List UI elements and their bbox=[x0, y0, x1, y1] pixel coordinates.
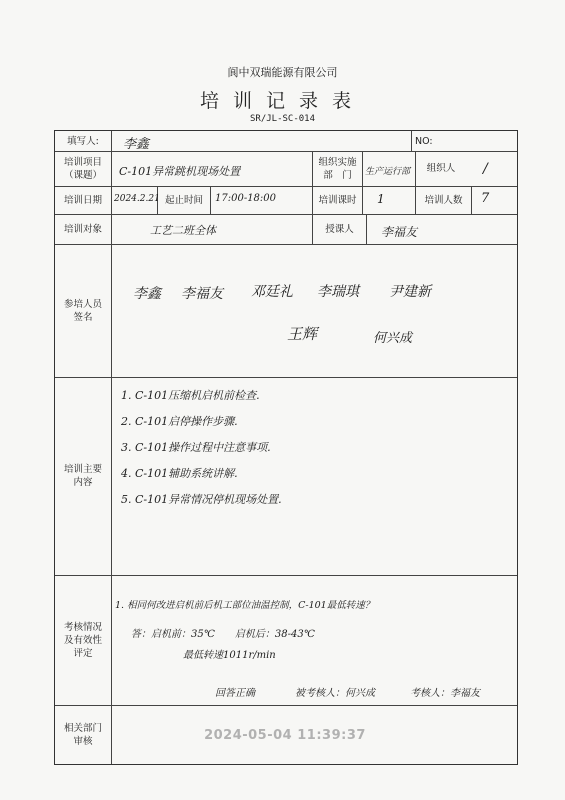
dept-review-label: 相关部门 审核 bbox=[63, 722, 102, 747]
org-dept-value: 生产运行部 bbox=[365, 167, 411, 177]
content-item: 5. C-101异常情况停机现场处置. bbox=[121, 493, 282, 506]
start-time-label: 起止时间 bbox=[164, 194, 203, 206]
participant-signature: 邓廷礼 bbox=[251, 284, 293, 300]
participant-signature: 何兴成 bbox=[373, 331, 413, 346]
column-divider bbox=[362, 151, 363, 214]
lecturer-value: 李福友 bbox=[381, 225, 418, 239]
no-label: NO: bbox=[415, 135, 433, 147]
assessment-question: 1. 相同何改进启机前后机工部位油温控制，C-101最低转速？ bbox=[115, 600, 375, 611]
examiner-signature: 考核人：李福友 bbox=[410, 688, 480, 699]
content-label: 培训主要 内容 bbox=[63, 464, 102, 488]
start-time-value: 17:00-18:00 bbox=[215, 193, 277, 204]
column-divider bbox=[366, 214, 367, 244]
row-divider bbox=[55, 214, 517, 215]
hours-label: 培训课时 bbox=[318, 194, 357, 206]
row-divider bbox=[55, 377, 517, 378]
content-item: 2. C-101启停操作步骤. bbox=[121, 415, 238, 428]
column-divider bbox=[471, 186, 472, 214]
organizer-label: 组织人 bbox=[426, 163, 456, 174]
company-name: 阆中双瑞能源有限公司 bbox=[227, 66, 338, 79]
org-dept-label: 组织实施 部 门 bbox=[318, 156, 357, 181]
assessment-label: 考核情况 及有效性 评定 bbox=[63, 621, 102, 659]
count-value: 7 bbox=[481, 191, 490, 206]
form-code: SR/JL-SC-014 bbox=[249, 114, 316, 124]
participant-signature: 李鑫 bbox=[133, 286, 161, 302]
count-label: 培训人数 bbox=[424, 194, 463, 206]
row-divider bbox=[55, 244, 517, 245]
content-item: 4. C-101辅助系统讲解. bbox=[121, 467, 238, 480]
assessment-result: 回答正确 bbox=[215, 688, 255, 699]
organizer-value: / bbox=[483, 161, 488, 177]
examinee-signature: 被考核人：何兴成 bbox=[295, 688, 375, 699]
content-item: 1. C-101压缩机启机前检查. bbox=[121, 389, 260, 402]
participant-signature: 李福友 bbox=[181, 286, 223, 302]
form-title: 培训记录表 bbox=[199, 90, 365, 112]
participant-signature: 王辉 bbox=[287, 325, 318, 343]
participant-signature: 尹建新 bbox=[389, 284, 431, 300]
filler-value: 李鑫 bbox=[123, 137, 150, 152]
hours-value: 1 bbox=[377, 192, 385, 206]
project-label: 培训项目 （课题） bbox=[63, 156, 102, 181]
assessment-answer: 最低转速1011r/min bbox=[183, 650, 276, 661]
lecturer-label: 授课人 bbox=[325, 223, 354, 235]
date-label: 培训日期 bbox=[63, 194, 102, 206]
label-column-divider bbox=[111, 131, 112, 764]
content-item: 3. C-101操作过程中注意事项. bbox=[121, 441, 271, 454]
scan-timestamp: 2024-05-04 11:39:37 bbox=[204, 728, 366, 743]
date-value: 2024.2.21 bbox=[114, 194, 160, 204]
target-label: 培训对象 bbox=[63, 223, 102, 235]
row-divider bbox=[55, 705, 517, 706]
project-value: C-101异常跳机现场处置 bbox=[119, 165, 241, 178]
participant-signature: 李瑞琪 bbox=[317, 284, 359, 300]
training-record-form bbox=[54, 130, 518, 765]
row-divider bbox=[55, 575, 517, 576]
assessment-answer: 答：启机前：35℃ 启机后：38-43℃ bbox=[131, 629, 315, 640]
column-divider bbox=[210, 186, 211, 214]
participants-label: 参培人员 签名 bbox=[63, 298, 102, 323]
target-value: 工艺二班全体 bbox=[150, 224, 216, 237]
filler-label: 填写人: bbox=[67, 135, 99, 147]
